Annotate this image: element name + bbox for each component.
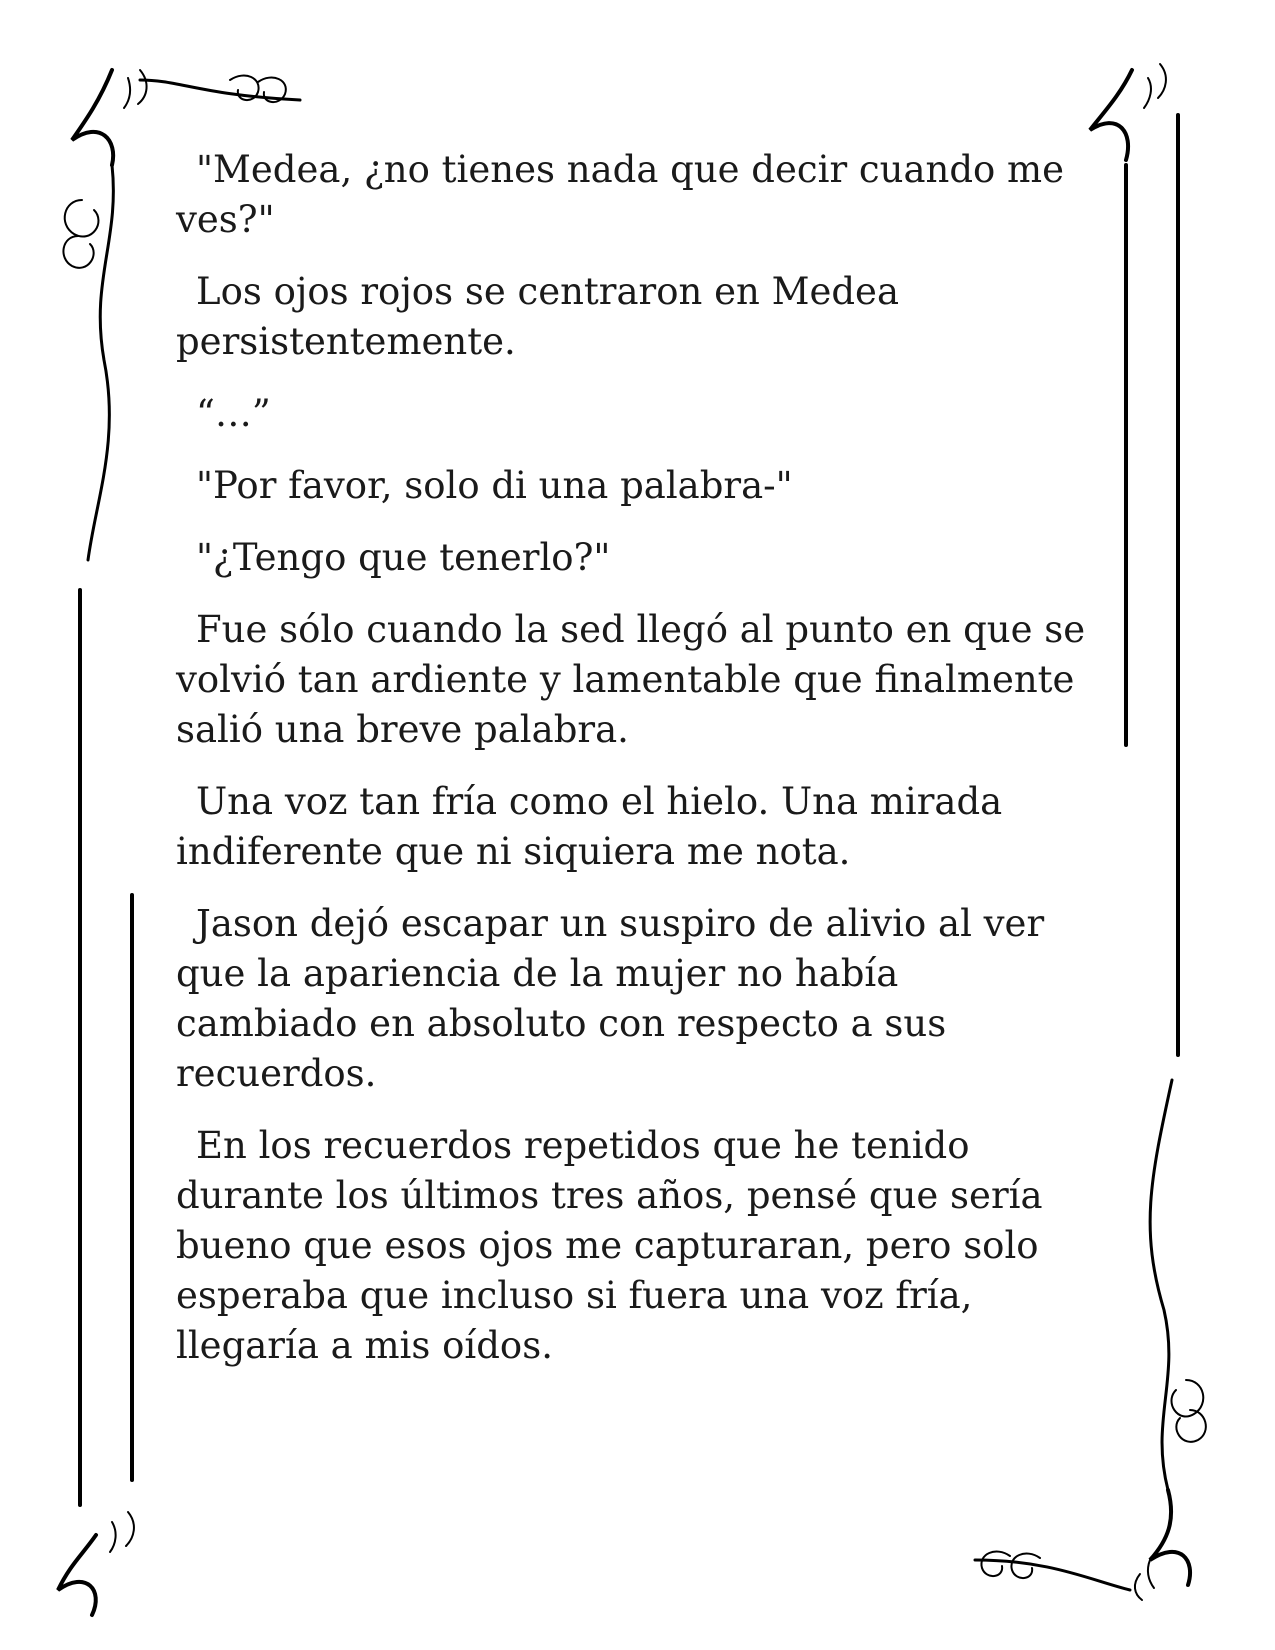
story-text [176,145,1086,1393]
paragraph-5: "¿Tengo que tenerlo?" [196,536,611,579]
paragraph-2: Los ojos rojos se centraron en Medea persistentemente. [176,270,899,363]
flourish-bottom-left-icon [58,1512,134,1615]
paragraph-6: Fue sólo cuando la sed llegó al punto en que se volvió tan ardiente y lamentable que finalmente salió una breve palabra. [176,608,1086,751]
paragraph-7: Una voz tan fría como el hielo. Una mirada indiferente que ni siquiera me nota. [176,780,1003,873]
paragraph-1: "Medea, ¿no tienes nada que decir cuando me ves?" [176,148,1065,241]
paragraph-4: "Por favor, solo di una palabra-" [196,464,793,507]
paragraph-9: En los recuerdos repetidos que he tenido durante los últimos tres años, pensé que sería bueno que esos ojos me capturaran, pero solo esperaba que incluso si fuera una voz fría, llegaría a mis oídos. [176,1124,1043,1367]
paragraph-8: Jason dejó escapar un suspiro de alivio al ver que la apariencia de la mujer no había cambiado en absoluto con respecto a sus recuerdos. [176,902,1045,1095]
paragraph-3: “…” [196,392,271,435]
flourish-top-right-icon [1090,64,1166,160]
